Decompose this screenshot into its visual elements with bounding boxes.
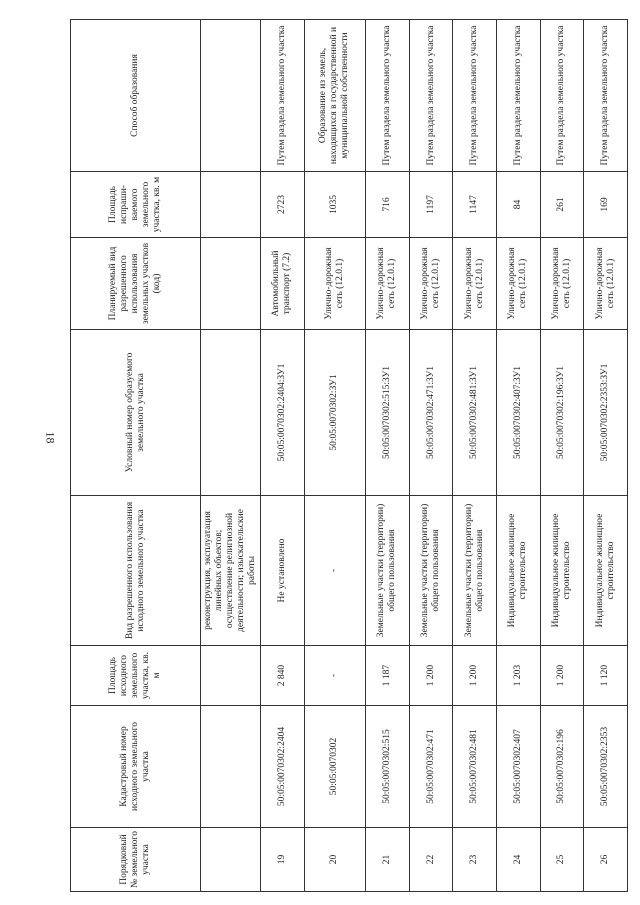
row-number: 24 (496, 828, 540, 892)
requested-area: 169 (584, 172, 628, 238)
planned-use: Улично-дорожная сеть (12.0.1) (496, 238, 540, 330)
page-number: 18 (43, 431, 58, 444)
permitted-use: Индивидуальное жилищное строительство (584, 496, 628, 646)
conditional-number: 50:05:0070302:471:ЗУ1 (409, 330, 453, 496)
table-row (496, 20, 540, 892)
permitted-use: Индивидуальное жилищное строительство (540, 496, 584, 646)
planned-use: Улично-дорожная сеть (12.0.1) (584, 238, 628, 330)
table-row (584, 20, 628, 892)
planned-use: Улично-дорожная сеть (12.0.1) (304, 238, 365, 330)
header-planned-use: Планируемый вид разрешенного использования земельных участков (код) (71, 238, 201, 330)
formation-method: Образование из земель, находящихся в государственной и муниципальной собственности (304, 20, 365, 172)
requested-area: 1147 (453, 172, 497, 238)
table-wrapper (70, 20, 628, 892)
formation-method: Путем раздела земельного участка (496, 20, 540, 172)
header-permitted-use: Вид разрешенного использования исходного земельного участка (71, 496, 201, 646)
cadastral-number: 50:05:0070302:2353 (584, 706, 628, 828)
cadastral-number: 50:05:0070302:2404 (261, 706, 305, 828)
land-plots-table (70, 19, 628, 892)
row-number: 25 (540, 828, 584, 892)
table-row (261, 20, 305, 892)
formation-method: Путем раздела земельного участка (453, 20, 497, 172)
table-row (366, 20, 410, 892)
table-cell (201, 172, 261, 238)
table-cell: реконструкция, эксплуатация линейных объектов; осуществление религиозной деятельности; изыскательские работы (201, 496, 261, 646)
table-cell (201, 706, 261, 828)
table-row (304, 20, 365, 892)
table-cell (201, 330, 261, 496)
source-area: 1 200 (540, 646, 584, 706)
planned-use: Улично-дорожная сеть (12.0.1) (540, 238, 584, 330)
row-number: 23 (453, 828, 497, 892)
formation-method: Путем раздела земельного участка (540, 20, 584, 172)
source-area: 1 200 (453, 646, 497, 706)
header-cadastral-number: Кадастровый номер исходного земельного участка (71, 706, 201, 828)
requested-area: 1197 (409, 172, 453, 238)
row-number: 21 (366, 828, 410, 892)
source-area: 1 187 (366, 646, 410, 706)
source-area: 2 840 (261, 646, 305, 706)
cadastral-number: 50:05:0070302:471 (409, 706, 453, 828)
conditional-number: 50:05:0070302:196:ЗУ1 (540, 330, 584, 496)
requested-area: 84 (496, 172, 540, 238)
permitted-use: Земельные участки (территории) общего пользования (409, 496, 453, 646)
requested-area: 1035 (304, 172, 365, 238)
planned-use: Улично-дорожная сеть (12.0.1) (366, 238, 410, 330)
planned-use: Улично-дорожная сеть (12.0.1) (453, 238, 497, 330)
formation-method: Путем раздела земельного участка (584, 20, 628, 172)
source-area: - (304, 646, 365, 706)
formation-method: Путем раздела земельного участка (409, 20, 453, 172)
cadastral-number: 50:05:0070302:407 (496, 706, 540, 828)
table-cell (201, 20, 261, 172)
source-area: 1 203 (496, 646, 540, 706)
row-number: 19 (261, 828, 305, 892)
table-header-row (71, 20, 201, 892)
source-area: 1 200 (409, 646, 453, 706)
row-number: 22 (409, 828, 453, 892)
source-area: 1 120 (584, 646, 628, 706)
table-row (453, 20, 497, 892)
cadastral-number: 50:05:0070302:481 (453, 706, 497, 828)
permitted-use: Земельные участки (территории) общего пользования (366, 496, 410, 646)
table-cell (201, 646, 261, 706)
conditional-number: 50:05:0070302:481:ЗУ1 (453, 330, 497, 496)
header-requested-area: Площадь испраши-ваемого земельного участка, кв. м (71, 172, 201, 238)
table-row-continuation (201, 20, 261, 892)
cadastral-number: 50:05:0070302 (304, 706, 365, 828)
conditional-number: 50:05:0070302:2404:ЗУ1 (261, 330, 305, 496)
permitted-use: Индивидуальное жилищное строительство (496, 496, 540, 646)
requested-area: 716 (366, 172, 410, 238)
formation-method: Путем раздела земельного участка (261, 20, 305, 172)
conditional-number: 50:05:0070302:2353:ЗУ1 (584, 330, 628, 496)
table-row (540, 20, 584, 892)
row-number: 26 (584, 828, 628, 892)
permitted-use: Не установлено (261, 496, 305, 646)
planned-use: Улично-дорожная сеть (12.0.1) (409, 238, 453, 330)
table-row (409, 20, 453, 892)
table-cell (201, 828, 261, 892)
row-number: 20 (304, 828, 365, 892)
conditional-number: 50:05:0070302:407:ЗУ1 (496, 330, 540, 496)
header-serial-number: Порядковый № земельного участка (71, 828, 201, 892)
permitted-use: Земельные участки (территории) общего пользования (453, 496, 497, 646)
table-cell (201, 238, 261, 330)
formation-method: Путем раздела земельного участка (366, 20, 410, 172)
conditional-number: 50:05:0070302:ЗУ1 (304, 330, 365, 496)
conditional-number: 50:05:0070302:515:ЗУ1 (366, 330, 410, 496)
cadastral-number: 50:05:0070302:196 (540, 706, 584, 828)
header-source-area: Площадь исходного земельного участка, кв. м (71, 646, 201, 706)
header-formation-method: Способ образования (71, 20, 201, 172)
cadastral-number: 50:05:0070302:515 (366, 706, 410, 828)
requested-area: 2723 (261, 172, 305, 238)
permitted-use: - (304, 496, 365, 646)
header-conditional-number: Условный номер образуемого земельного участка (71, 330, 201, 496)
planned-use: Автомобильный транспорт (7.2) (261, 238, 305, 330)
requested-area: 261 (540, 172, 584, 238)
